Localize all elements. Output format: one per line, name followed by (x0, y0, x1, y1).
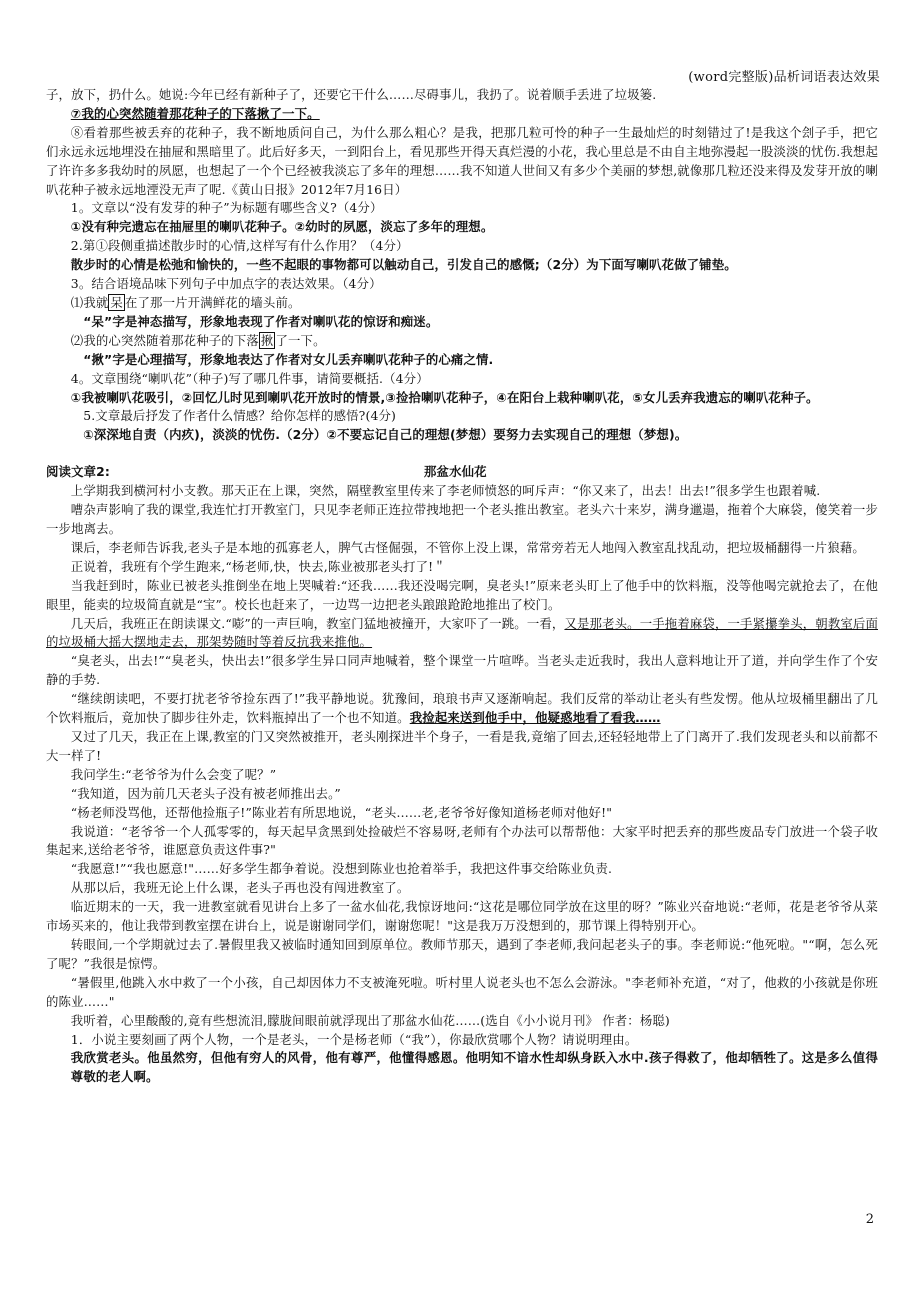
article2-paragraph: “暑假里,他跳入水中救了一个小孩，自己却因体力不支被淹死啦。听村里人说老头也不怎么会游泳。"李老师补充道，“对了，他救的小孩就是你班的陈业……" (46, 974, 878, 1009)
article2-paragraph: 课后，李老师告诉我,老头子是本地的孤寡老人，脾气古怪倔强，不管你上没上课，常常旁若无人地闯入教室乱找乱动，把垃圾桶翻得一片狼藉。 (70, 539, 865, 555)
article2-paragraph: 临近期末的一天，我一进教室就看见讲台上多了一盆水仙花,我惊讶地问:“这花是哪位同学放在这里的呀？”陈业兴奋地说:“老师，花是老爷爷从菜市场买来的，他让我带到教室摆在讲台上，说是谢谢同学们，谢谢您呢！"这是我万万没想到的，那节课上得特别开心。 (46, 899, 878, 934)
article2-question-1: 1．小说主要刻画了两个人物，一个是老头，一个是杨老师（“我”），你最欣赏哪个人物？请说明理由。 (70, 1031, 638, 1047)
dotted-word-2: 揪 (260, 332, 274, 348)
article1-continued-paragraph: 子，放下，扔什么。她说:今年已经有新种子了，还要它干什么……尽碍事儿，我扔了。说着顺手丢进了垃圾篓. (46, 87, 657, 102)
article2-paragraph: “我知道，因为前几天老头子没有被老师推出去。” (70, 785, 341, 801)
article2-paragraph: 上学期我到横河村小支教。那天正在上课，突然，隔壁教室里传来了李老师愤怒的呵斥声：“你又来了，出去！出去!”很多学生也跟着喊. (70, 483, 821, 499)
underlined-sentence: 又是那老头。一手拖着麻袋，一手紧攥拳头，朝教室后面的垃圾桶大摇大摆地走去，那架势随时等着反抗我来推他。 (46, 615, 878, 650)
article2-paragraph: 我听着，心里酸酸的,竟有些想流泪,朦胧间眼前就浮现出了那盆水仙花……(选自《小小说月刊》 作者：杨聪) (70, 1012, 670, 1028)
article2-paragraph: “杨老师没骂他，还帮他捡瓶子!”陈业若有所思地说，“老头……老,老爷爷好像知道杨老师对他好!" (70, 804, 613, 820)
sentence-1-suffix: 在了那一片开满鲜花的墙头前。 (124, 294, 301, 310)
article2-paragraph: 又过了几天，我正在上课,教室的门又突然被推开，老头刚探进半个身子，一看是我,竟缩了回去,还轻轻地带上了门离开了.我们发现老头和以前都不大一样了! (46, 729, 878, 763)
question-1: 1。文章以“没有发芽的种子”为标题有哪些含义?（4分） (70, 200, 383, 216)
article2-paragraph (46, 615, 878, 653)
question-3-sentence-1 (46, 294, 878, 313)
sentence-2-suffix: 了一下。 (275, 332, 326, 348)
article2-label: 阅读文章2: (46, 464, 111, 480)
article2-paragraph: 当我赶到时，陈业已被老头推倒坐在地上哭喊着:“还我……我还没喝完啊，臭老头!”原来老头盯上了他手中的饮料瓶，没等他喝完就抢去了，在他眼里，能卖的垃圾简直就是“宝”。校长也赶来了，一边骂一边把老头踉踉跄跄地推出了校门。 (46, 577, 878, 612)
paragraph-8-text: “继续朗读吧，不要打扰老爷爷捡东西了!”我平静地说。犹豫间，琅琅书声又逐渐响起。我们反常的举动让老头有些发愣。他从垃圾桶里翻出了几个饮料瓶后，竟加快了脚步往外走，饮料瓶掉出了一个也不知道。 (46, 691, 878, 726)
document-body (46, 86, 878, 1087)
article2-paragraph: 正说着，我班有个学生跑来,“杨老师,快，快去,陈业被那老头打了!＂ (70, 558, 446, 574)
document-header-title: (word完整版)品析词语表达效果 (688, 70, 880, 85)
article2-paragraph: 嘈杂声影响了我的课堂,我连忙打开教室门，只见李老师正连拉带拽地把一个老头推出教室。老头六十来岁，满身邋遢，拖着个大麻袋，傻笑着一步一步地离去。 (46, 502, 878, 537)
question-3-sentence-2 (46, 332, 878, 351)
answer-5: ①深深地自责（内疚)，淡淡的忧伤.（2分）②不要忘记自己的理想(梦想）要努力去实现自己的理想（梦想)。 (83, 427, 688, 443)
underlined-bold-sentence: 我捡起来送到他手中，他疑惑地看了看我…… (409, 710, 661, 726)
article2-heading (46, 463, 878, 482)
question-2: 2.第①段侧重描述散步时的心情,这样写有什么作用？（4分） (70, 238, 409, 254)
article1-paragraph-7: ⑦我的心突然随着那花种子的下落揪了一下。 (70, 105, 320, 121)
paragraph-6-text: 几天后，我班正在朗读课文.“嘭”的一声巨响，教室门猛地被撞开，大家吓了一跳。一看， (70, 615, 565, 631)
article2-title: 那盆水仙花 (424, 464, 487, 480)
article2-paragraph: 转眼间,一个学期就过去了.暑假里我又被临时通知回到原单位。教师节那天，遇到了李老师,我问起老头子的事。李老师说:“他死啦。"“啊，怎么死了呢？”我很是惊愕。 (46, 936, 878, 971)
answer-1: ①没有种完遗忘在抽屉里的喇叭花种子。②幼时的夙愿，淡忘了多年的理想。 (70, 219, 494, 235)
article1-paragraph-8: ⑧看着那些被丢弃的花种子，我不断地质问自己，为什么那么粗心？是我，把那几粒可怜的种子一生最灿烂的时刻错过了!是我这个刽子手，把它们永远永远地埋没在抽屉和黑暗里了。此后好多天，一到阳台上，看见那些开得天真烂漫的小花，我心里总是不由自主地弥漫起一股淡淡的忧伤.我想起了许许多多我幼时的夙愿，也想起了一个个已经被我淡忘了多年的理想……我不知道人世间又有多少个美丽的梦想,就像那几粒还没来得及发芽开放的喇叭花种子被永远地湮没无声了呢.《黄山日报》2012年7月16日） (46, 124, 878, 197)
question-3: 3。结合语境品味下列句子中加点字的表达效果。（4分） (70, 276, 382, 292)
article2-paragraph: 我问学生:“老爷爷为什么会变了呢？” (70, 766, 277, 782)
question-4: 4。文章围绕“喇叭花”（种子)写了哪几件事，请简要概括.（4分） (70, 370, 429, 386)
article2-paragraph: 我说道：“老爷爷一个人孤零零的，每天起早贪黑到处捡破烂不容易呀,老师有个办法可以帮帮他：大家平时把丢弃的那些废品专门放进一个袋子收集起来,送给老爷爷，谁愿意负责这件事?" (46, 823, 878, 858)
answer-4: ①我被喇叭花吸引，②回忆儿时见到喇叭花开放时的情景,③捡拾喇叭花种子，④在阳台上栽种喇叭花，⑤女儿丢弃我遗忘的喇叭花种子。 (70, 389, 819, 405)
article2-paragraph (46, 690, 878, 728)
article2-paragraph: “我愿意!”“我也愿意!"……好多学生都争着说。没想到陈业也抢着举手，我把这件事交给陈业负责. (70, 861, 613, 877)
page-number: 2 (865, 1212, 874, 1227)
sentence-1-prefix: ⑴我就 (70, 294, 109, 310)
article2-answer-1: 我欣赏老头。他虽然穷，但他有穷人的风骨，他有尊严，他懂得感恩。他明知不谙水性却纵身跃入水中.孩子得救了，他却牺牲了。这是多么值得尊敬的老人啊。 (70, 1050, 878, 1085)
sentence-2-prefix: ⑵我的心突然随着那花种子的下落 (70, 332, 259, 348)
answer-3-2: “揪”字是心理描写，形象地表达了作者对女儿丢弃喇叭花种子的心痛之情. (83, 351, 494, 367)
answer-2: 散步时的心情是松弛和愉快的，一些不起眼的事物都可以触动自己，引发自己的感慨;（2分）为下面写喇叭花做了铺垫。 (70, 257, 737, 273)
article2-paragraph: 从那以后，我班无论上什么课，老头子再也没有闯进教室了。 (70, 880, 410, 896)
article2-paragraph: “臭老头，出去!”“臭老头，快出去!”很多学生异口同声地喊着，整个课堂一片喧哗。当老头走近我时，我出人意料地让开了道，并向学生作了个安静的手势. (46, 653, 878, 688)
question-5: 5.文章最后抒发了作者什么情感？给你怎样的感悟?(4分) (83, 408, 396, 424)
answer-3-1: “呆”字是神态描写，形象地表现了作者对喇叭花的惊讶和痴迷。 (83, 313, 439, 329)
dotted-word-1: 呆 (110, 294, 123, 310)
